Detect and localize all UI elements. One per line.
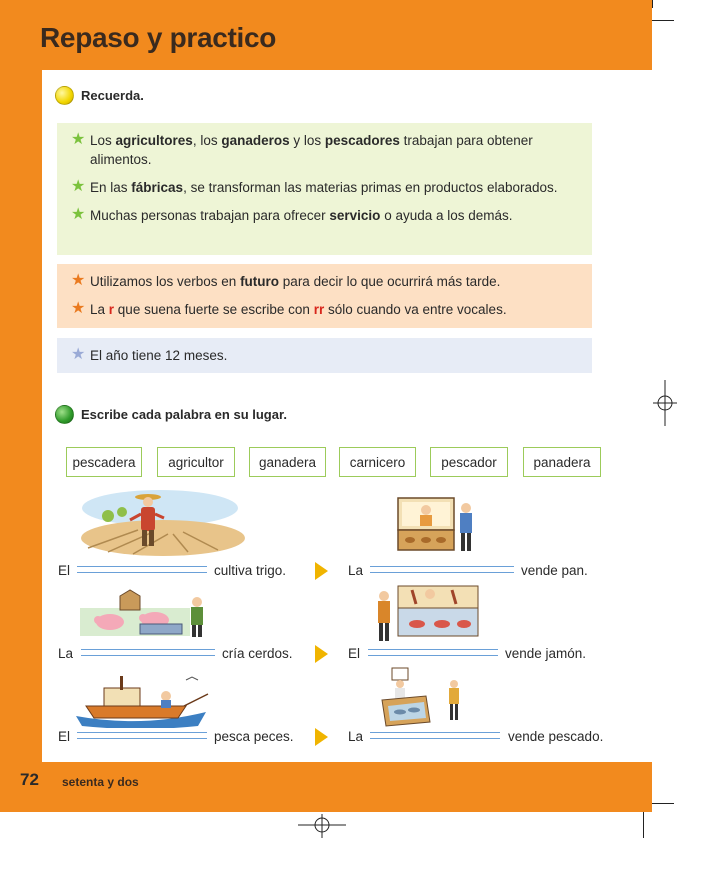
page-number: 72	[20, 770, 39, 789]
crop-mark	[652, 0, 653, 8]
yellow-arrow-icon	[315, 728, 328, 746]
fishing-boat-illustration	[66, 672, 216, 728]
sentence-article: El	[58, 729, 71, 744]
word-card-pescadera[interactable]: pescadera	[66, 447, 142, 477]
rule-item	[71, 272, 578, 291]
sentence-ending: cría cerdos.	[222, 646, 293, 661]
rule-item	[71, 300, 578, 319]
crop-mark	[652, 20, 674, 21]
green-star-icon: ★	[71, 206, 86, 223]
rules-box-orange	[57, 264, 592, 328]
yellow-arrow-icon	[315, 645, 328, 663]
rule-text: La r que suena fuerte se escribe con rr sólo cuando va entre vocales.	[90, 302, 507, 317]
sentence-article: La	[348, 729, 364, 744]
orange-star-icon: ★	[71, 272, 86, 289]
word-card-agricultor[interactable]: agricultor	[157, 447, 235, 477]
answer-blank[interactable]	[81, 649, 215, 656]
fishmonger-illustration	[378, 666, 468, 728]
answer-blank[interactable]	[77, 566, 207, 573]
farm-pigs-illustration	[80, 588, 210, 638]
rules-box-blue	[57, 338, 592, 373]
registration-mark-icon	[651, 380, 679, 426]
rule-text: Utilizamos los verbos en futuro para decir lo que ocurrirá más tarde.	[90, 274, 501, 289]
green-star-icon: ★	[71, 178, 86, 195]
recuerda-heading-text: Recuerda.	[81, 88, 144, 103]
answer-blank[interactable]	[368, 649, 498, 656]
answer-blank[interactable]	[370, 566, 514, 573]
answer-blank[interactable]	[77, 732, 207, 739]
sentence-ending: vende pan.	[521, 563, 588, 578]
page-number-words: setenta y dos	[62, 775, 139, 789]
rules-box-green	[57, 123, 592, 255]
yellow-arrow-icon	[315, 562, 328, 580]
blue-star-icon: ★	[71, 346, 86, 363]
rule-item	[71, 346, 578, 365]
sentence-article: El	[58, 563, 71, 578]
word-card-carnicero[interactable]: carnicero	[339, 447, 416, 477]
sentence-article: El	[348, 646, 361, 661]
bakery-illustration	[396, 494, 478, 556]
rule-item	[71, 206, 578, 225]
word-card-panadera[interactable]: panadera	[523, 447, 601, 477]
answer-blank[interactable]	[370, 732, 500, 739]
crop-mark	[643, 812, 644, 838]
exercise-heading-text: Escribe cada palabra en su lugar.	[81, 407, 287, 422]
recuerda-heading	[55, 86, 144, 105]
green-dot-icon	[55, 405, 74, 424]
word-card-ganadera[interactable]: ganadera	[249, 447, 326, 477]
registration-mark-icon	[298, 812, 346, 840]
green-star-icon: ★	[71, 131, 86, 148]
rule-item	[71, 178, 578, 197]
page-title: Repaso y practico	[40, 22, 277, 53]
rule-item	[71, 131, 578, 169]
rule-text: Muchas personas trabajan para ofrecer servicio o ayuda a los demás.	[90, 208, 513, 223]
exercise-heading	[55, 405, 287, 424]
sentence-ending: pesca peces.	[214, 729, 294, 744]
rule-text: El año tiene 12 meses.	[90, 348, 228, 363]
rule-text: En las fábricas, se transforman las materias primas en productos elaborados.	[90, 180, 558, 195]
rule-text: Los agricultores, los ganaderos y los pescadores trabajan para obtener alimentos.	[90, 133, 533, 167]
sentence-ending: cultiva trigo.	[214, 563, 287, 578]
sentence-ending: vende jamón.	[505, 646, 587, 661]
sentence-article: La	[348, 563, 364, 578]
orange-star-icon: ★	[71, 300, 86, 317]
yellow-dot-icon	[55, 86, 74, 105]
sentence-ending: vende pescado.	[508, 729, 604, 744]
sentence-article: La	[58, 646, 74, 661]
word-card-pescador[interactable]: pescador	[430, 447, 508, 477]
farmer-illustration	[78, 490, 248, 558]
butcher-illustration	[372, 584, 482, 644]
crop-mark	[652, 803, 674, 804]
